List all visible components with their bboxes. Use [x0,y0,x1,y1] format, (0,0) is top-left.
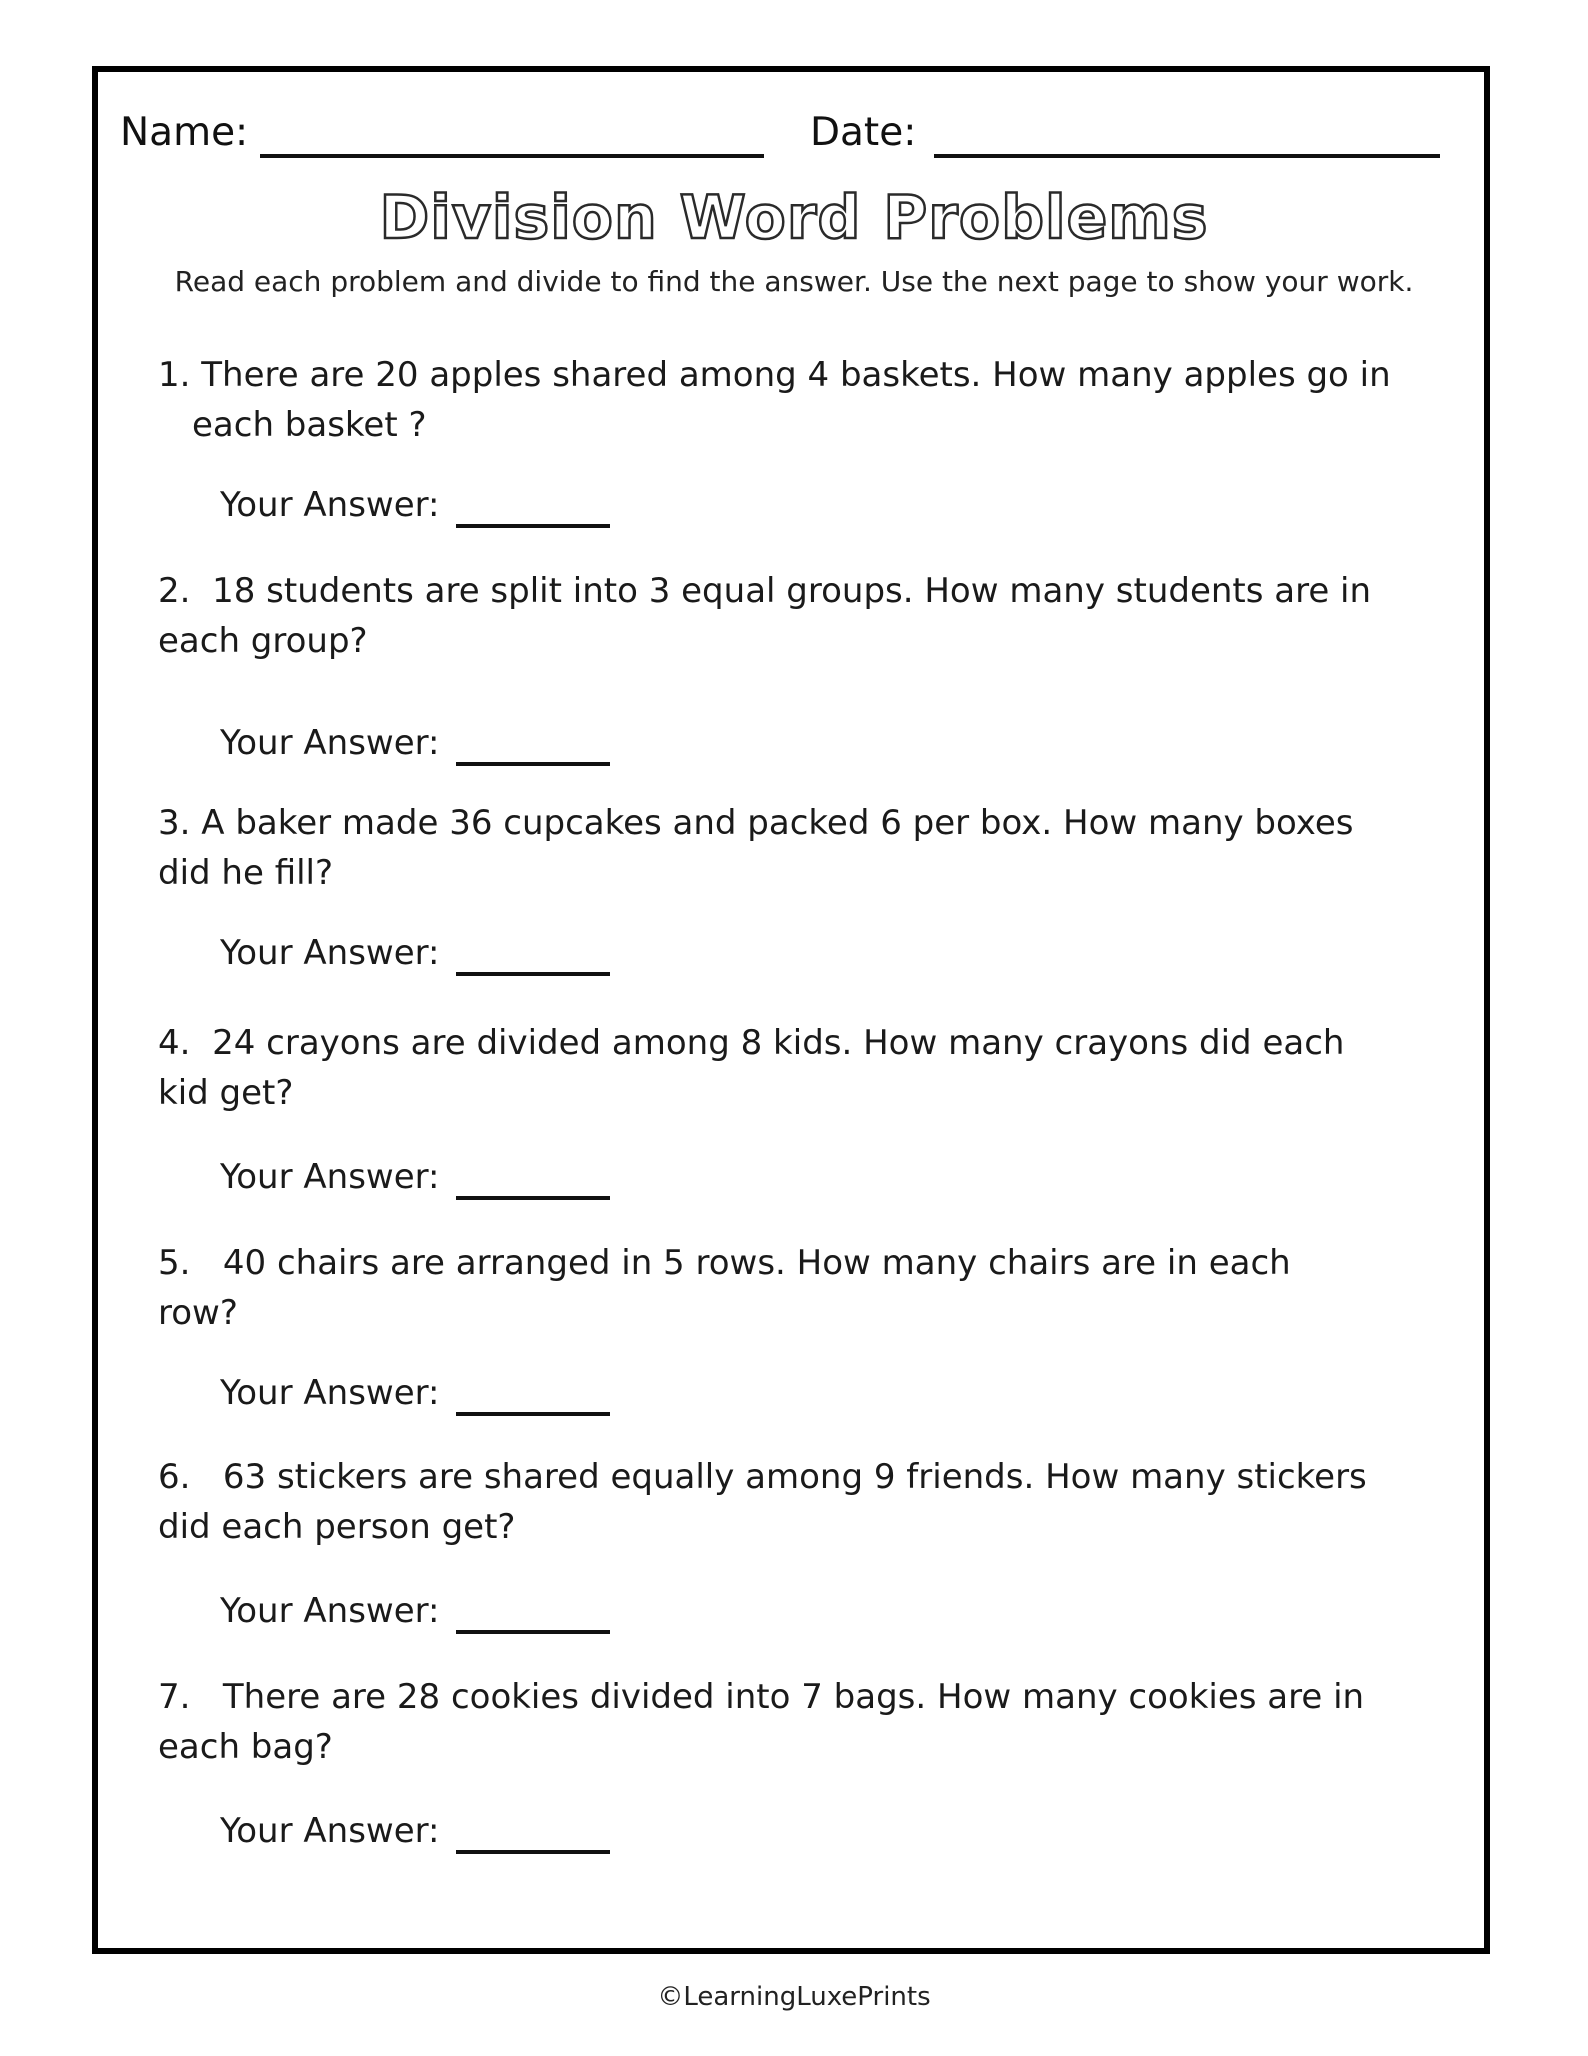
problem-text: 18 students are split into 3 equal groups. How many students are in [212,571,1372,611]
problem-4 [158,1018,1408,1118]
problem-3-line1 [158,798,1408,848]
problem-number: 7. [158,1677,191,1717]
answer-field-4[interactable] [456,1196,610,1200]
problem-6-line1 [158,1452,1408,1502]
problem-5-line2: row? [158,1293,238,1333]
problem-4-line1 [158,1018,1408,1068]
problem-1-line2: each basket ? [192,405,427,445]
date-label: Date: [810,110,917,155]
problem-1-line1 [158,350,1408,400]
name-field[interactable] [260,154,764,158]
header-row [120,108,1440,168]
answer-field-1[interactable] [456,524,610,528]
name-label: Name: [120,110,249,155]
answer-label-1: Your Answer: [220,485,440,525]
problem-7-line2: each bag? [158,1727,333,1767]
answer-field-7[interactable] [456,1850,610,1854]
problem-1 [158,350,1408,450]
answer-label-3: Your Answer: [220,933,440,973]
problem-text: 63 stickers are shared equally among 9 friends. How many stickers [222,1457,1367,1497]
copyright-footer: ©LearningLuxePrints [657,1982,931,2012]
answer-field-3[interactable] [456,972,610,976]
answer-label-2: Your Answer: [220,723,440,763]
problem-number: 2. [158,571,191,611]
answer-field-6[interactable] [456,1630,610,1634]
problem-3-line2: did he fill? [158,853,334,893]
problem-7-line1 [158,1672,1408,1722]
problem-4-line2: kid get? [158,1073,294,1113]
problem-2-line1 [158,566,1408,616]
problem-text: A baker made 36 cupcakes and packed 6 per box. How many boxes [201,803,1354,843]
problem-7 [158,1672,1408,1772]
page-title: Division Word Problems [379,183,1209,253]
problem-3 [158,798,1408,898]
problem-text: There are 28 cookies divided into 7 bags. How many cookies are in [222,1677,1365,1717]
problem-2-line2: each group? [158,621,368,661]
answer-label-6: Your Answer: [220,1591,440,1631]
problem-6-line2: did each person get? [158,1507,516,1547]
problem-text: 40 chairs are arranged in 5 rows. How many chairs are in each [222,1243,1291,1283]
instructions: Read each problem and divide to find the answer. Use the next page to show your work. [174,265,1414,298]
answer-field-5[interactable] [456,1412,610,1416]
problem-5 [158,1238,1408,1338]
problem-number: 6. [158,1457,191,1497]
date-field[interactable] [934,154,1440,158]
problem-2 [158,566,1408,666]
problem-6 [158,1452,1408,1552]
problem-text: There are 20 apples shared among 4 baskets. How many apples go in [201,355,1391,395]
answer-label-4: Your Answer: [220,1157,440,1197]
problem-number: 3. [158,803,191,843]
answer-label-7: Your Answer: [220,1811,440,1851]
answer-label-5: Your Answer: [220,1373,440,1413]
problem-number: 4. [158,1023,191,1063]
problem-number: 5. [158,1243,191,1283]
answer-field-2[interactable] [456,762,610,766]
problem-number: 1. [158,355,191,395]
problem-5-line1 [158,1238,1408,1288]
problem-text: 24 crayons are divided among 8 kids. How many crayons did each [212,1023,1345,1063]
